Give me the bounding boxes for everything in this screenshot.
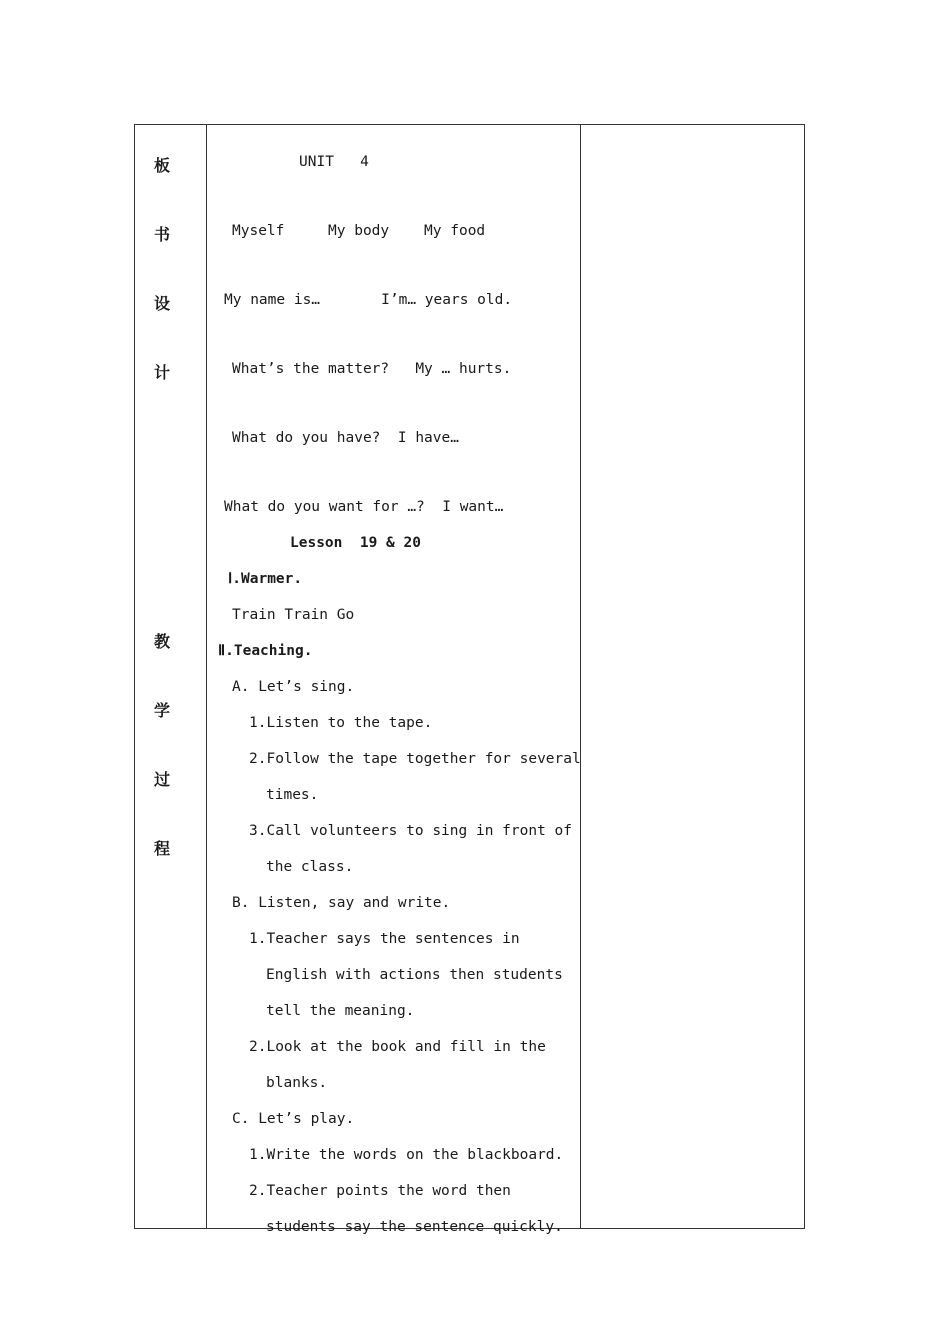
section-a-item-2: 2.Follow the tape together for several [249,751,581,767]
label-process-1: 教 [153,632,170,651]
section-a-item-3: 3.Call volunteers to sing in front of [249,823,573,839]
section-c-item-2: 2.Teacher points the word then [249,1183,511,1199]
section-b-heading: B. Listen, say and write. [232,895,451,911]
lesson-title: Lesson 19 & 20 [290,535,421,551]
section-b-item-2-cont: blanks. [266,1075,328,1091]
label-process-3: 过 [153,770,170,789]
unit-topics: Myself My body My food [232,223,486,239]
section-c-heading: C. Let’s play. [232,1111,355,1127]
section-b-item-1-cont: English with actions then students [266,967,563,983]
label-process-2: 学 [153,701,170,720]
label-process-4: 程 [153,839,170,858]
section-b-item-1: 1.Teacher says the sentences in [249,931,520,947]
lesson-plan-table [134,124,805,1229]
warmer-heading: Ⅰ.Warmer. [228,571,303,587]
label-board-2: 书 [153,225,170,244]
board-line-4: What do you want for …? I want… [224,499,504,515]
section-a-item-3-cont: the class. [266,859,354,875]
label-board-1: 板 [153,156,170,175]
label-board-4: 计 [153,363,170,382]
column-divider-notes [580,124,581,1229]
teaching-heading: Ⅱ.Teaching. [218,643,313,659]
column-divider-label [206,124,207,1229]
section-b-item-1-cont2: tell the meaning. [266,1003,415,1019]
label-board-3: 设 [153,294,170,313]
section-a-heading: A. Let’s sing. [232,679,355,695]
unit-title: UNIT 4 [299,154,369,170]
board-line-1: My name is… I’m… years old. [224,292,513,308]
section-c-item-2-cont: students say the sentence quickly. [266,1219,563,1235]
section-b-item-2: 2.Look at the book and fill in the [249,1039,546,1055]
section-c-item-1: 1.Write the words on the blackboard. [249,1147,564,1163]
board-line-3: What do you have? I have… [232,430,459,446]
board-line-2: What’s the matter? My … hurts. [232,361,512,377]
section-a-item-1: 1.Listen to the tape. [249,715,433,731]
section-a-item-2-cont: times. [266,787,319,803]
warmer-text: Train Train Go [232,607,355,623]
